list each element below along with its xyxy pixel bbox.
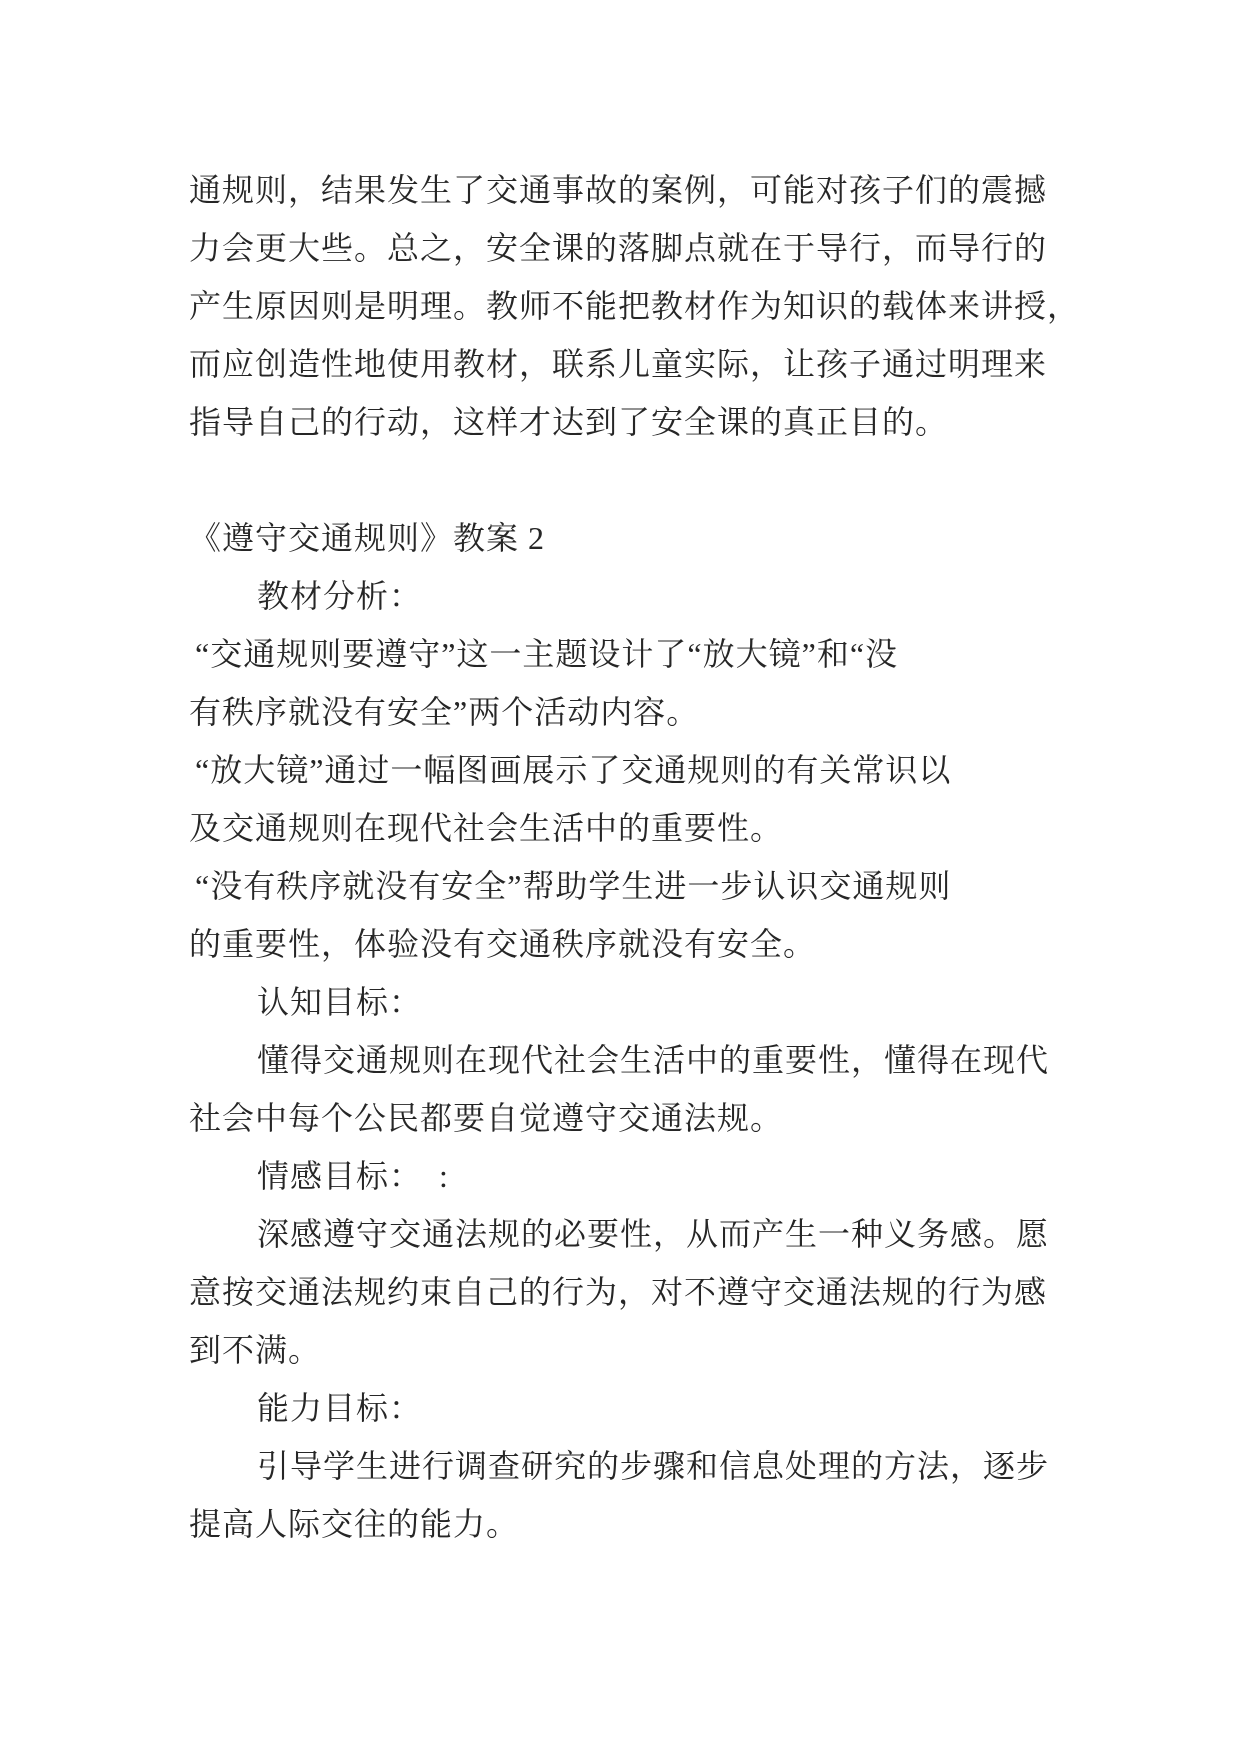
document-body	[189, 161, 1081, 1553]
text-line: 指导自己的行动，这样才达到了安全课的真正目的。	[189, 404, 949, 440]
text-line: “放大镜”通过一幅图画展示了交通规则的有关常识以	[195, 752, 952, 788]
text-line: 能力目标：	[257, 1390, 423, 1426]
text-line: 提高人际交往的能力。	[189, 1506, 520, 1542]
text-line: 引导学生进行调查研究的步骤和信息处理的方法，逐步	[257, 1448, 1050, 1484]
text-line: 懂得交通规则在现代社会生活中的重要性，懂得在现代	[257, 1042, 1050, 1078]
text-line: 教材分析：	[257, 578, 423, 614]
text-line: 深感遵守交通法规的必要性，从而产生一种义务感。愿	[257, 1216, 1050, 1252]
text-line: “交通规则要遵守”这一主题设计了“放大镜”和“没	[195, 636, 899, 672]
text-line: 产生原因则是明理。教师不能把教材作为知识的载体来讲授，	[189, 288, 1081, 324]
text-line: 认知目标：	[257, 984, 423, 1020]
text-line: 到不满。	[189, 1332, 322, 1368]
text-line: 而应创造性地使用教材，联系儿童实际，让孩子通过明理来	[189, 346, 1048, 382]
text-line: 力会更大些。总之，安全课的落脚点就在于导行，而导行的	[189, 230, 1048, 266]
text-line: 有秩序就没有安全”两个活动内容。	[189, 694, 700, 730]
text-line: 情感目标： :	[257, 1158, 449, 1194]
text-line: 的重要性，体验没有交通秩序就没有安全。	[189, 926, 817, 962]
text-line: 社会中每个公民都要自觉遵守交通法规。	[189, 1100, 784, 1136]
text-line: 意按交通法规约束自己的行为，对不遵守交通法规的行为感	[189, 1274, 1048, 1310]
heading-line: 《遵守交通规则》教案 2	[189, 520, 546, 556]
text-line: “没有秩序就没有安全”帮助学生进一步认识交通规则	[195, 868, 952, 904]
text-line: 及交通规则在现代社会生活中的重要性。	[189, 810, 784, 846]
text-line: 通规则，结果发生了交通事故的案例，可能对孩子们的震撼	[189, 172, 1048, 208]
